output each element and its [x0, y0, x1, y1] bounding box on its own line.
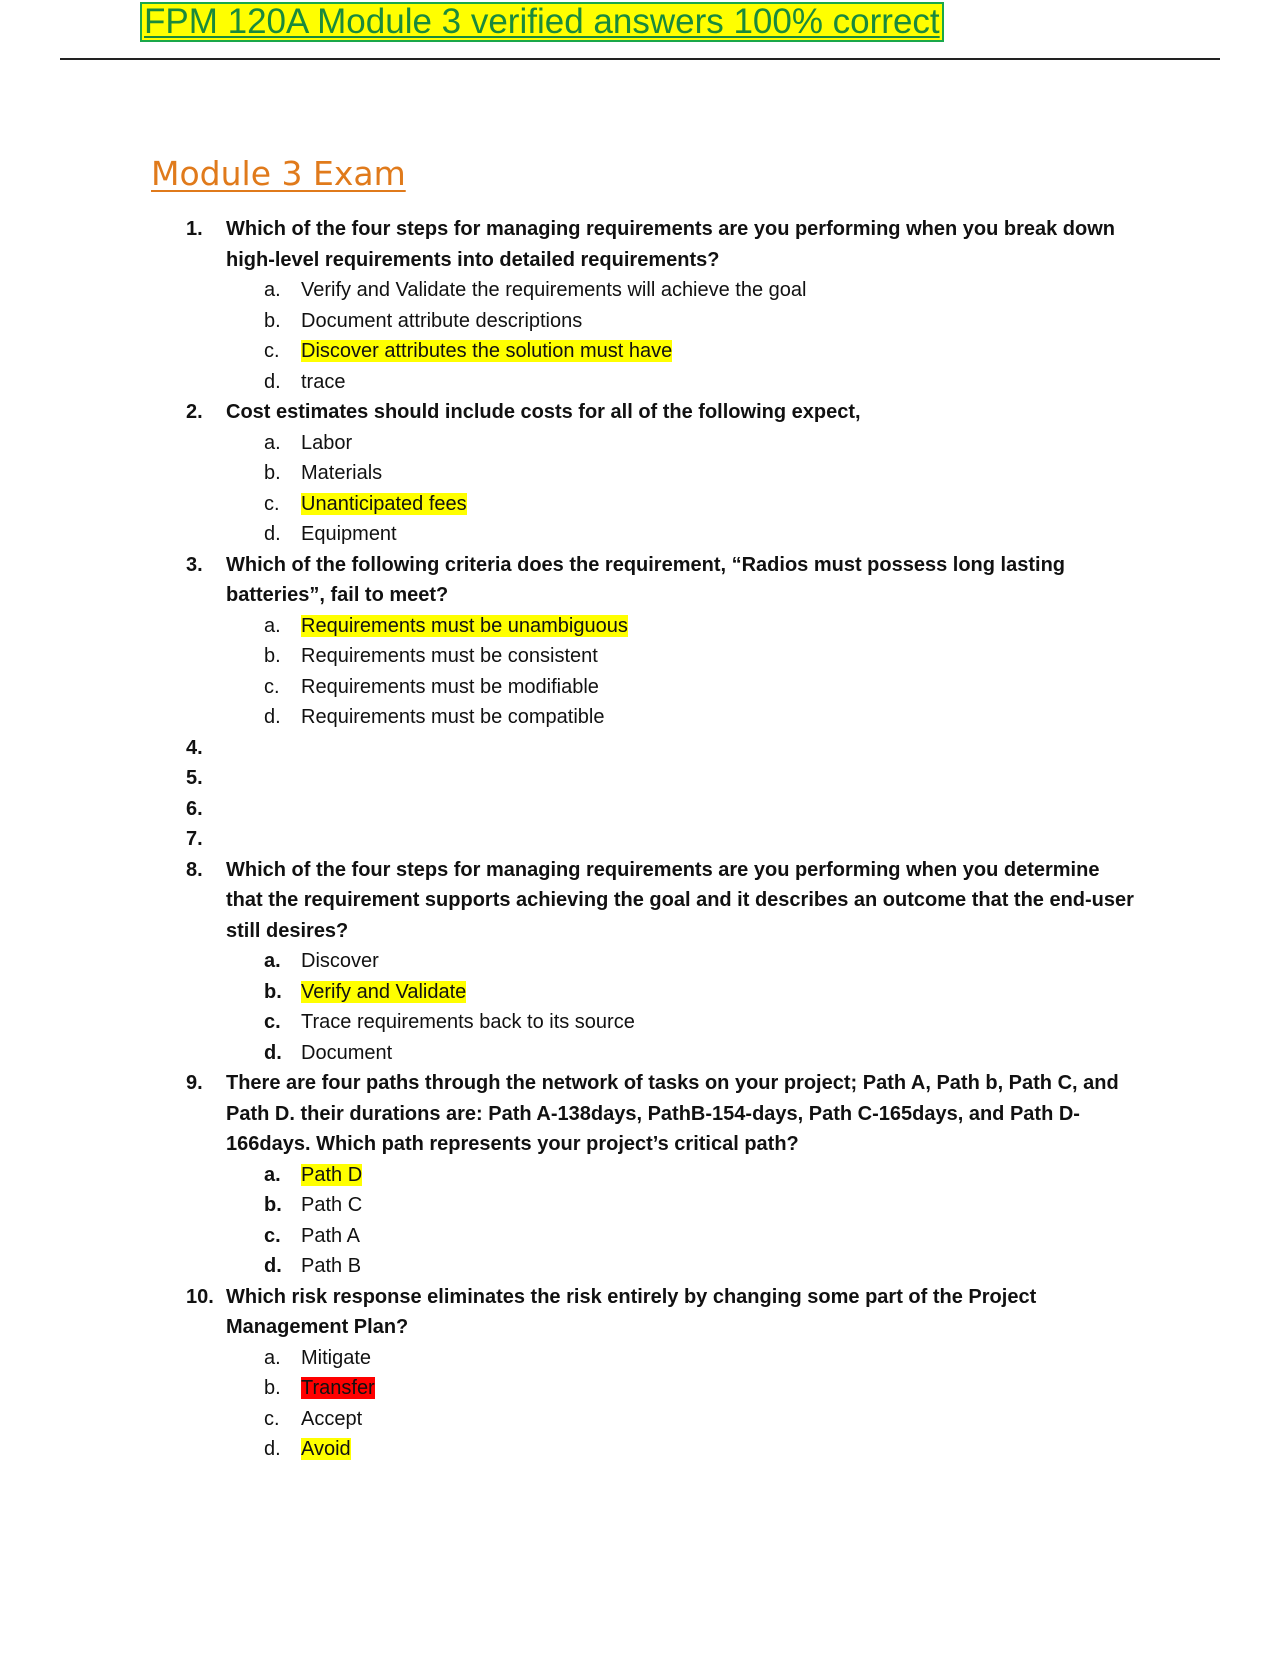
option-text-wrap: [301, 977, 466, 1008]
question-row: [186, 397, 1136, 428]
question-text: [226, 824, 1136, 855]
answer-option: [264, 1373, 1136, 1404]
answer-option: [264, 641, 1136, 672]
document-banner-title: FPM 120A Module 3 verified answers 100% correct: [140, 2, 944, 42]
question-item: [186, 397, 1136, 550]
question-row: [186, 824, 1136, 855]
answer-options: [264, 946, 1136, 1068]
option-text-wrap: [301, 1343, 371, 1374]
option-text-wrap: [301, 1251, 361, 1282]
option-letter: b.: [264, 309, 281, 332]
option-letter: a.: [264, 950, 281, 972]
option-text-wrap: [301, 519, 397, 550]
question-number: 7.: [186, 828, 203, 850]
answer-option: [264, 458, 1136, 489]
question-item: [186, 824, 1136, 855]
question-item: [186, 550, 1136, 733]
answer-option: [264, 489, 1136, 520]
question-text: Which of the four steps for managing requirements are you performing when you break down high-level requirements into detailed requirements?: [226, 218, 1115, 271]
question-row: [186, 763, 1136, 794]
question-item: [186, 214, 1136, 397]
question-number: 2.: [186, 401, 203, 423]
option-letter: d.: [264, 1255, 282, 1277]
option-text-wrap: [301, 702, 604, 733]
answer-option: [264, 336, 1136, 367]
question-number: 3.: [186, 553, 203, 576]
question-item: [186, 855, 1136, 1069]
answer-option: [264, 977, 1136, 1008]
option-text: Path A: [301, 1224, 360, 1247]
option-text-highlighted: Requirements must be unambiguous: [301, 614, 628, 637]
question-row: [186, 855, 1136, 947]
option-text: Accept: [301, 1407, 363, 1430]
question-item: [186, 1068, 1136, 1282]
question-number: 5.: [186, 767, 203, 789]
question-number: 6.: [186, 797, 203, 820]
option-text-wrap: [301, 1373, 375, 1404]
question-list: [186, 214, 1136, 1465]
option-text-wrap: [301, 458, 382, 489]
option-letter: c.: [264, 1407, 280, 1430]
option-letter: d.: [264, 523, 281, 545]
option-letter: c.: [264, 492, 280, 515]
option-letter: a.: [264, 279, 281, 301]
answer-option: [264, 275, 1136, 306]
option-text-wrap: [301, 1007, 635, 1038]
option-text-wrap: [301, 1404, 362, 1435]
option-text: Path B: [301, 1255, 362, 1277]
option-text-wrap: [301, 672, 599, 703]
option-text-wrap: [301, 641, 598, 672]
option-letter: d.: [264, 370, 281, 393]
question-number: 1.: [186, 218, 203, 240]
option-text-wrap: [301, 611, 628, 642]
option-text: Discover: [301, 950, 379, 972]
option-letter: b.: [264, 462, 281, 484]
option-text-highlighted: Transfer: [301, 1377, 375, 1399]
option-letter: a.: [264, 614, 281, 637]
answer-option: [264, 1434, 1136, 1465]
option-letter: b.: [264, 1194, 282, 1216]
answer-option: [264, 1160, 1136, 1191]
question-text: Which of the following criteria does the requirement, “Radios must possess long lasting batteries”, fail to meet?: [226, 553, 1066, 606]
question-row: [186, 1068, 1136, 1160]
answer-option: [264, 611, 1136, 642]
option-letter: a.: [264, 1346, 281, 1369]
option-letter: c.: [264, 1011, 281, 1033]
option-text: Path C: [301, 1194, 363, 1216]
option-text: Requirements must be modifiable: [301, 675, 599, 698]
answer-option: [264, 1007, 1136, 1038]
question-item: [186, 1282, 1136, 1465]
question-item: [186, 794, 1136, 825]
option-text-highlighted: Discover attributes the solution must have: [301, 340, 673, 362]
option-text-highlighted: Unanticipated fees: [301, 492, 467, 515]
question-row: [186, 733, 1136, 764]
question-row: [186, 794, 1136, 825]
question-number: 4.: [186, 736, 203, 759]
option-text-wrap: [301, 1221, 360, 1252]
question-item: [186, 733, 1136, 764]
answer-options: [264, 1343, 1136, 1465]
answer-option: [264, 946, 1136, 977]
option-text: Trace requirements back to its source: [301, 1011, 635, 1033]
answer-option: [264, 367, 1136, 398]
question-number: 10.: [186, 1285, 214, 1308]
answer-option: [264, 428, 1136, 459]
question-text: [226, 733, 1136, 764]
option-text-wrap: [301, 306, 582, 337]
exam-title: Module 3 Exam: [151, 154, 406, 193]
answer-option: [264, 672, 1136, 703]
option-text-wrap: [301, 428, 352, 459]
question-text: [226, 794, 1136, 825]
option-text: Document attribute descriptions: [301, 309, 583, 332]
question-number: 8.: [186, 858, 203, 881]
option-letter: d.: [264, 706, 281, 728]
option-letter: a.: [264, 1163, 281, 1186]
option-text-wrap: [301, 1434, 351, 1465]
answer-options: [264, 428, 1136, 550]
header-divider: [60, 58, 1220, 60]
option-text: Equipment: [301, 523, 397, 545]
answer-option: [264, 306, 1136, 337]
option-text: Verify and Validate the requirements will achieve the goal: [301, 279, 807, 301]
option-letter: d.: [264, 1438, 281, 1460]
answer-option: [264, 1190, 1136, 1221]
option-text-wrap: [301, 946, 379, 977]
option-letter: a.: [264, 431, 281, 454]
answer-option: [264, 1038, 1136, 1069]
answer-option: [264, 1343, 1136, 1374]
answer-options: [264, 275, 1136, 397]
option-letter: c.: [264, 340, 280, 362]
option-letter: b.: [264, 645, 281, 667]
question-text: There are four paths through the network of tasks on your project; Path A, Path b, Path C, and Path D. their durations are: Path A-138days, PathB-154-days, Path C-165days, and Path D-166days. Which path represents your project’s critical path?: [226, 1072, 1119, 1155]
option-text-wrap: [301, 336, 672, 367]
option-text-wrap: [301, 367, 345, 398]
answer-options: [264, 611, 1136, 733]
answer-options: [264, 1160, 1136, 1282]
option-text: Mitigate: [301, 1346, 372, 1369]
option-text: Requirements must be consistent: [301, 645, 598, 667]
question-row: [186, 550, 1136, 611]
question-item: [186, 763, 1136, 794]
option-letter: b.: [264, 980, 282, 1003]
answer-option: [264, 1221, 1136, 1252]
option-text: Materials: [301, 462, 383, 484]
option-letter: c.: [264, 675, 280, 698]
option-text-wrap: [301, 1038, 392, 1069]
question-text: Cost estimates should include costs for all of the following expect,: [226, 401, 861, 423]
option-text-highlighted: Path D: [301, 1163, 363, 1186]
option-text: Requirements must be compatible: [301, 706, 605, 728]
answer-option: [264, 1404, 1136, 1435]
option-letter: b.: [264, 1377, 281, 1399]
answer-option: [264, 702, 1136, 733]
option-text: trace: [301, 370, 346, 393]
option-letter: c.: [264, 1224, 281, 1247]
option-text-highlighted: Verify and Validate: [301, 980, 467, 1003]
option-text-wrap: [301, 489, 467, 520]
option-letter: d.: [264, 1041, 282, 1064]
question-text: Which of the four steps for managing requirements are you performing when you determine that the requirement supports achieving the goal and it describes an outcome that the end-user still desires?: [226, 858, 1134, 942]
option-text-wrap: [301, 1190, 362, 1221]
option-text: Document: [301, 1041, 393, 1064]
answer-option: [264, 519, 1136, 550]
option-text-highlighted: Avoid: [301, 1438, 351, 1460]
question-row: [186, 214, 1136, 275]
option-text-wrap: [301, 1160, 362, 1191]
option-text: Labor: [301, 431, 353, 454]
question-number: 9.: [186, 1072, 203, 1094]
question-row: [186, 1282, 1136, 1343]
question-text: Which risk response eliminates the risk entirely by changing some part of the Project Management Plan?: [226, 1285, 1037, 1338]
answer-option: [264, 1251, 1136, 1282]
option-text-wrap: [301, 275, 806, 306]
question-text: [226, 763, 1136, 794]
